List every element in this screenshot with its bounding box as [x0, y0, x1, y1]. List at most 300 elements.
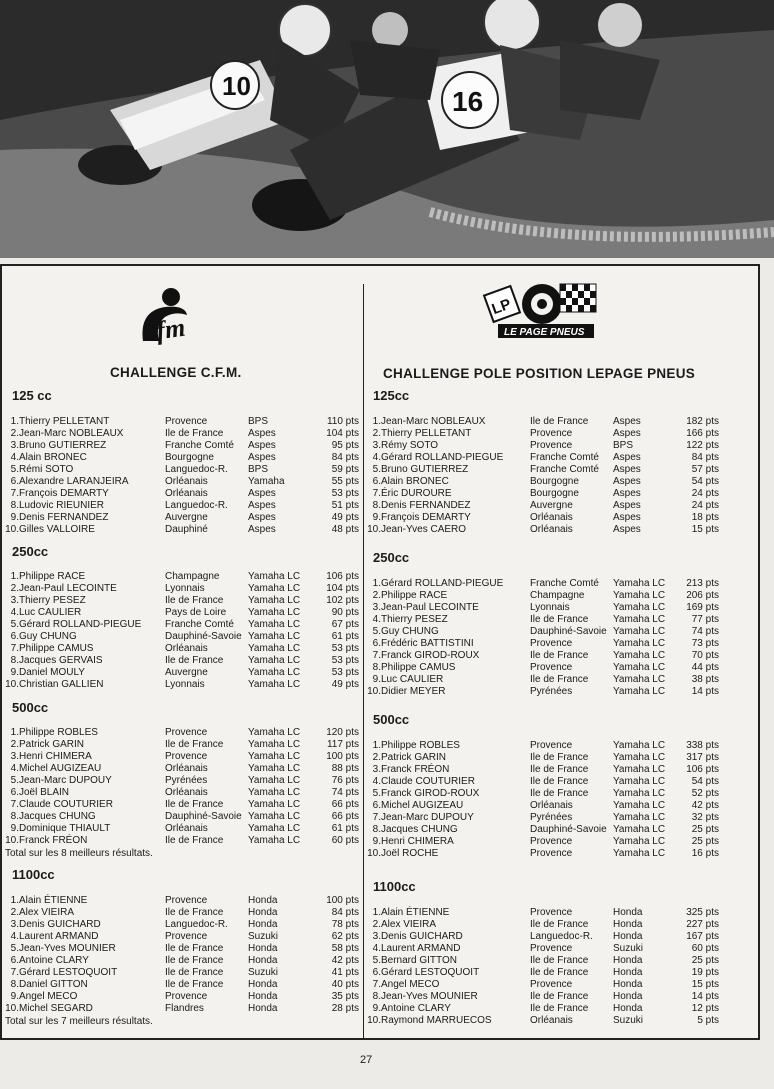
rider-name: Jean-Yves MOUNIER	[381, 991, 478, 1002]
rank: 2.	[372, 919, 381, 930]
points: 42 pts	[331, 955, 359, 966]
rank: 3.	[10, 595, 19, 606]
rank: 2.	[372, 428, 381, 439]
machine: Suzuki	[613, 943, 644, 954]
region: Ile de France	[165, 955, 224, 966]
points: 48 pts	[331, 524, 359, 535]
region: Orléanais	[530, 800, 573, 811]
rider-name: Alain ÉTIENNE	[381, 907, 450, 918]
rider-name: Philippe ROBLES	[19, 727, 98, 738]
region: Pays de Loire	[165, 607, 227, 618]
region: Provence	[530, 662, 573, 673]
points: 84 pts	[331, 452, 359, 463]
points: 76 pts	[331, 775, 359, 786]
machine: Honda	[613, 967, 643, 978]
region: Orléanais	[165, 476, 208, 487]
machine: Honda	[613, 955, 643, 966]
points: 117 pts	[326, 739, 359, 750]
region: Champagne	[165, 571, 220, 582]
rank: 8.	[10, 655, 19, 666]
rank: 9.	[10, 823, 19, 834]
region: Ile de France	[165, 655, 224, 666]
rank: 6.	[372, 638, 381, 649]
rank: 1.	[10, 416, 19, 427]
rank: 9.	[372, 836, 381, 847]
rank: 3.	[372, 440, 381, 451]
section-heading: 125 cc	[12, 388, 52, 403]
points: 41 pts	[331, 967, 359, 978]
rider-name: Luc CAULIER	[19, 607, 82, 618]
points: 38 pts	[691, 674, 719, 685]
rank: 6.	[10, 476, 19, 487]
rider-name: Éric DUROURE	[381, 488, 452, 499]
points: 61 pts	[331, 823, 359, 834]
rider-name: Michel SEGARD	[19, 1003, 93, 1014]
machine: Aspes	[613, 428, 641, 439]
points: 84 pts	[691, 452, 719, 463]
machine: Aspes	[248, 440, 276, 451]
rank: 5.	[372, 464, 381, 475]
region: Orléanais	[530, 1015, 573, 1026]
rider-name: Denis FERNANDEZ	[381, 500, 471, 511]
rank: 5.	[10, 619, 19, 630]
region: Bourgogne	[530, 476, 579, 487]
region: Pyrénées	[530, 686, 573, 697]
rank: 1.	[372, 740, 381, 751]
points: 70 pts	[691, 650, 719, 661]
region: Ile de France	[530, 674, 589, 685]
machine: Aspes	[248, 428, 276, 439]
region: Ile de France	[165, 835, 224, 846]
machine: Honda	[613, 991, 643, 1002]
machine: Aspes	[613, 464, 641, 475]
region: Provence	[530, 740, 573, 751]
rank: 5.	[10, 775, 19, 786]
rank: 5.	[372, 788, 381, 799]
rank: 4.	[10, 452, 19, 463]
region: Ile de France	[530, 919, 589, 930]
points: 18 pts	[691, 512, 719, 523]
machine: Yamaha LC	[248, 835, 301, 846]
rider-name: Joël ROCHE	[381, 848, 439, 859]
rank: 3.	[10, 751, 19, 762]
column-divider	[363, 284, 364, 1040]
points: 66 pts	[331, 811, 359, 822]
rider-name: Philippe ROBLES	[381, 740, 460, 751]
rider-name: Philippe CAMUS	[19, 643, 94, 654]
machine: Yamaha LC	[248, 751, 301, 762]
machine: Yamaha LC	[248, 571, 301, 582]
region: Ile de France	[530, 967, 589, 978]
region: Ile de France	[530, 752, 589, 763]
region: Lyonnais	[165, 583, 205, 594]
region: Orléanais	[165, 763, 208, 774]
region: Provence	[530, 979, 573, 990]
region: Orléanais	[165, 643, 208, 654]
points: 167 pts	[686, 931, 719, 942]
rank: 10.	[5, 835, 19, 846]
points: 325 pts	[686, 907, 719, 918]
region: Franche Comté	[165, 440, 234, 451]
rank: 1.	[372, 907, 381, 918]
rank: 9.	[372, 1003, 381, 1014]
rank: 3.	[372, 764, 381, 775]
points: 66 pts	[331, 799, 359, 810]
rider-name: Frédéric BATTISTINI	[381, 638, 474, 649]
rider-name: Rémi SOTO	[19, 464, 74, 475]
rank: 10.	[5, 679, 19, 690]
rider-name: Luc CAULIER	[381, 674, 444, 685]
rank: 3.	[10, 440, 19, 451]
rider-name: Thierry PELLETANT	[19, 416, 110, 427]
rank: 7.	[372, 812, 381, 823]
machine: Honda	[613, 907, 643, 918]
machine: Honda	[248, 907, 278, 918]
region: Ile de France	[530, 764, 589, 775]
rider-name: Bernard GITTON	[381, 955, 457, 966]
rank: 3.	[372, 931, 381, 942]
machine: Yamaha LC	[613, 800, 666, 811]
region: Provence	[530, 907, 573, 918]
points: 54 pts	[691, 476, 719, 487]
rider-name: Gilles VALLOIRE	[19, 524, 95, 535]
region: Orléanais	[165, 787, 208, 798]
points: 12 pts	[691, 1003, 719, 1014]
points: 51 pts	[331, 500, 359, 511]
points: 54 pts	[691, 776, 719, 787]
machine: Aspes	[613, 512, 641, 523]
machine: Suzuki	[248, 967, 279, 978]
rider-name: Jacques CHUNG	[19, 811, 96, 822]
machine: Aspes	[613, 416, 641, 427]
rider-name: Jean-Yves MOUNIER	[19, 943, 116, 954]
machine: Yamaha LC	[613, 638, 666, 649]
points: 213 pts	[686, 578, 719, 589]
machine: Yamaha LC	[248, 787, 301, 798]
rank: 2.	[372, 590, 381, 601]
machine: Yamaha LC	[613, 578, 666, 589]
region: Dauphiné	[165, 524, 208, 535]
machine: Yamaha LC	[613, 752, 666, 763]
region: Orléanais	[165, 823, 208, 834]
rider-name: Gérard ROLLAND-PIEGUE	[381, 452, 504, 463]
points: 62 pts	[331, 931, 359, 942]
rider-name: Patrick GARIN	[381, 752, 447, 763]
machine: Yamaha LC	[248, 727, 301, 738]
points: 78 pts	[331, 919, 359, 930]
region: Languedoc-R.	[165, 464, 228, 475]
region: Champagne	[530, 590, 585, 601]
region: Ile de France	[530, 650, 589, 661]
rider-name: Didier MEYER	[381, 686, 446, 697]
region: Provence	[165, 931, 208, 942]
rider-name: François DEMARTY	[19, 488, 109, 499]
section-heading: 1100cc	[12, 867, 55, 882]
rank: 5.	[10, 943, 19, 954]
rank: 1.	[10, 727, 19, 738]
machine: Yamaha LC	[613, 848, 666, 859]
rank: 10.	[5, 524, 19, 535]
region: Provence	[165, 895, 208, 906]
rider-name: Guy CHUNG	[19, 631, 77, 642]
points: 74 pts	[691, 626, 719, 637]
machine: Honda	[613, 1003, 643, 1014]
points: 49 pts	[331, 512, 359, 523]
rider-name: Henri CHIMERA	[19, 751, 92, 762]
rider-name: Joël BLAIN	[19, 787, 70, 798]
machine: Yamaha LC	[613, 836, 666, 847]
machine: Yamaha LC	[613, 626, 666, 637]
rank: 2.	[10, 583, 19, 594]
rider-name: Raymond MARRUECOS	[381, 1015, 492, 1026]
points: 24 pts	[691, 500, 719, 511]
points: 317 pts	[686, 752, 719, 763]
region: Flandres	[165, 1003, 204, 1014]
region: Provence	[530, 440, 573, 451]
rank: 9.	[10, 991, 19, 1002]
points: 104 pts	[326, 583, 359, 594]
region: Ile de France	[530, 991, 589, 1002]
machine: BPS	[248, 416, 269, 427]
region: Provence	[165, 751, 208, 762]
cfm-logo	[135, 281, 215, 345]
rider-name: Ludovic RIEUNIER	[19, 500, 105, 511]
points: 53 pts	[331, 488, 359, 499]
machine: Aspes	[248, 452, 276, 463]
points: 60 pts	[331, 835, 359, 846]
rider-name: Daniel MOULY	[19, 667, 85, 678]
machine: Yamaha LC	[613, 812, 666, 823]
rider-name: Jacques CHUNG	[381, 824, 458, 835]
rider-name: Jean-Paul LECOINTE	[381, 602, 479, 613]
rider-name: Gérard ROLLAND-PIEGUE	[19, 619, 142, 630]
machine: Yamaha LC	[248, 643, 301, 654]
lepage-pneus-logo	[480, 280, 610, 342]
rider-name: Daniel GITTON	[19, 979, 88, 990]
points: 166 pts	[686, 428, 719, 439]
machine: Aspes	[613, 524, 641, 535]
machine: Aspes	[248, 488, 276, 499]
points: 74 pts	[331, 787, 359, 798]
machine: Yamaha LC	[248, 595, 301, 606]
rank: 2.	[10, 739, 19, 750]
points: 44 pts	[691, 662, 719, 673]
points: 25 pts	[691, 824, 719, 835]
region: Provence	[165, 416, 208, 427]
machine: Yamaha LC	[248, 667, 301, 678]
machine: Aspes	[248, 524, 276, 535]
region: Provence	[530, 638, 573, 649]
points: 120 pts	[326, 727, 359, 738]
rider-name: Gérard LESTOQUOIT	[19, 967, 118, 978]
region: Bourgogne	[165, 452, 214, 463]
rider-name: Bruno GUTIERREZ	[19, 440, 107, 451]
rider-name: Franck GIROD-ROUX	[381, 788, 480, 799]
region: Provence	[530, 428, 573, 439]
machine: Honda	[248, 955, 278, 966]
machine: Yamaha LC	[248, 739, 301, 750]
points: 28 pts	[331, 1003, 359, 1014]
rank: 7.	[10, 967, 19, 978]
points: 32 pts	[691, 812, 719, 823]
points: 42 pts	[691, 800, 719, 811]
region: Ile de France	[530, 788, 589, 799]
machine: Yamaha LC	[613, 740, 666, 751]
points: 53 pts	[331, 655, 359, 666]
machine: Yamaha LC	[248, 607, 301, 618]
region: Ile de France	[165, 739, 224, 750]
rider-name: Jean-Yves CAERO	[381, 524, 467, 535]
svg-text:cfm: cfm	[142, 312, 187, 345]
points: 182 pts	[686, 416, 719, 427]
machine: Honda	[248, 979, 278, 990]
region: Ile de France	[165, 799, 224, 810]
rider-name: Alexandre LARANJEIRA	[19, 476, 129, 487]
points: 106 pts	[326, 571, 359, 582]
rider-name: Thierry PESEZ	[19, 595, 86, 606]
points: 5 pts	[697, 1015, 719, 1026]
rank: 7.	[372, 650, 381, 661]
points: 100 pts	[326, 895, 359, 906]
points: 59 pts	[331, 464, 359, 475]
section-heading: 1100cc	[373, 879, 416, 894]
rank: 6.	[372, 476, 381, 487]
machine: Yamaha LC	[613, 662, 666, 673]
rider-name: Angel MECO	[381, 979, 440, 990]
rank: 1.	[10, 571, 19, 582]
machine: Honda	[613, 931, 643, 942]
rider-name: Gérard ROLLAND-PIEGUE	[381, 578, 504, 589]
rank: 6.	[372, 800, 381, 811]
rider-name: Patrick GARIN	[19, 739, 85, 750]
points: 14 pts	[691, 991, 719, 1002]
points: 55 pts	[331, 476, 359, 487]
region: Ile de France	[165, 428, 224, 439]
region: Ile de France	[530, 614, 589, 625]
points: 25 pts	[691, 955, 719, 966]
points: 90 pts	[331, 607, 359, 618]
rank: 9.	[372, 512, 381, 523]
points: 24 pts	[691, 488, 719, 499]
region: Provence	[165, 991, 208, 1002]
region: Franche Comté	[530, 578, 599, 589]
rider-name: Franck FRÉON	[19, 835, 88, 846]
region: Lyonnais	[165, 679, 205, 690]
section-note: Total sur les 7 meilleurs résultats.	[5, 1016, 153, 1027]
rank: 7.	[10, 643, 19, 654]
racing-photo	[0, 0, 774, 258]
machine: Aspes	[613, 500, 641, 511]
rank: 9.	[10, 512, 19, 523]
rider-name: Jean-Marc NOBLEAUX	[19, 428, 124, 439]
points: 60 pts	[691, 943, 719, 954]
points: 122 pts	[686, 440, 719, 451]
rider-name: Denis GUICHARD	[381, 931, 463, 942]
region: Franche Comté	[530, 452, 599, 463]
rider-name: Laurent ARMAND	[381, 943, 461, 954]
region: Ile de France	[530, 416, 589, 427]
rider-name: Philippe RACE	[381, 590, 448, 601]
rider-name: Alain ÉTIENNE	[19, 895, 88, 906]
machine: Yamaha LC	[613, 788, 666, 799]
rank: 10.	[367, 1015, 381, 1026]
region: Dauphiné-Savoie	[530, 824, 607, 835]
machine: Aspes	[613, 452, 641, 463]
region: Dauphiné-Savoie	[165, 811, 242, 822]
machine: Yamaha LC	[613, 650, 666, 661]
rider-name: Antoine CLARY	[19, 955, 89, 966]
region: Languedoc-R.	[165, 919, 228, 930]
points: 14 pts	[691, 686, 719, 697]
machine: Yamaha LC	[613, 824, 666, 835]
rider-name: Laurent ARMAND	[19, 931, 99, 942]
rank: 8.	[372, 824, 381, 835]
machine: Yamaha	[248, 476, 285, 487]
rider-name: Philippe RACE	[19, 571, 86, 582]
rank: 8.	[10, 979, 19, 990]
rider-name: Jean-Marc DUPOUY	[381, 812, 474, 823]
machine: Yamaha LC	[248, 619, 301, 630]
region: Franche Comté	[530, 464, 599, 475]
machine: Yamaha LC	[613, 776, 666, 787]
rank: 7.	[10, 799, 19, 810]
rank: 9.	[372, 674, 381, 685]
rank: 1.	[10, 895, 19, 906]
region: Provence	[530, 943, 573, 954]
machine: Yamaha LC	[248, 775, 301, 786]
region: Auvergne	[165, 667, 208, 678]
rider-name: Jean-Paul LECOINTE	[19, 583, 117, 594]
bike-number-16: 16	[452, 86, 484, 117]
machine: Yamaha LC	[248, 811, 301, 822]
machine: BPS	[613, 440, 634, 451]
section-heading: 500cc	[12, 700, 49, 715]
rank: 4.	[10, 931, 19, 942]
machine: Yamaha LC	[613, 602, 666, 613]
machine: Yamaha LC	[248, 763, 301, 774]
points: 67 pts	[331, 619, 359, 630]
machine: Yamaha LC	[248, 679, 301, 690]
machine: Yamaha LC	[613, 590, 666, 601]
rank: 8.	[10, 500, 19, 511]
points: 110 pts	[326, 416, 359, 427]
points: 100 pts	[326, 751, 359, 762]
rider-name: Jacques GERVAIS	[19, 655, 103, 666]
region: Ile de France	[165, 979, 224, 990]
rank: 6.	[10, 631, 19, 642]
region: Auvergne	[530, 500, 573, 511]
machine: Yamaha LC	[613, 674, 666, 685]
rider-name: Philippe CAMUS	[381, 662, 456, 673]
rank: 10.	[5, 1003, 19, 1014]
region: Pyrénées	[530, 812, 573, 823]
region: Ile de France	[530, 776, 589, 787]
region: Auvergne	[165, 512, 208, 523]
rider-name: Antoine CLARY	[381, 1003, 451, 1014]
region: Ile de France	[530, 1003, 589, 1014]
machine: Yamaha LC	[248, 583, 301, 594]
machine: Aspes	[613, 476, 641, 487]
rider-name: Thierry PESEZ	[381, 614, 448, 625]
machine: Honda	[248, 943, 278, 954]
points: 104 pts	[326, 428, 359, 439]
region: Dauphiné-Savoie	[165, 631, 242, 642]
points: 77 pts	[691, 614, 719, 625]
section-heading: 250cc	[12, 544, 49, 559]
region: Orléanais	[530, 512, 573, 523]
rank: 5.	[372, 626, 381, 637]
rider-name: Thierry PELLETANT	[381, 428, 472, 439]
